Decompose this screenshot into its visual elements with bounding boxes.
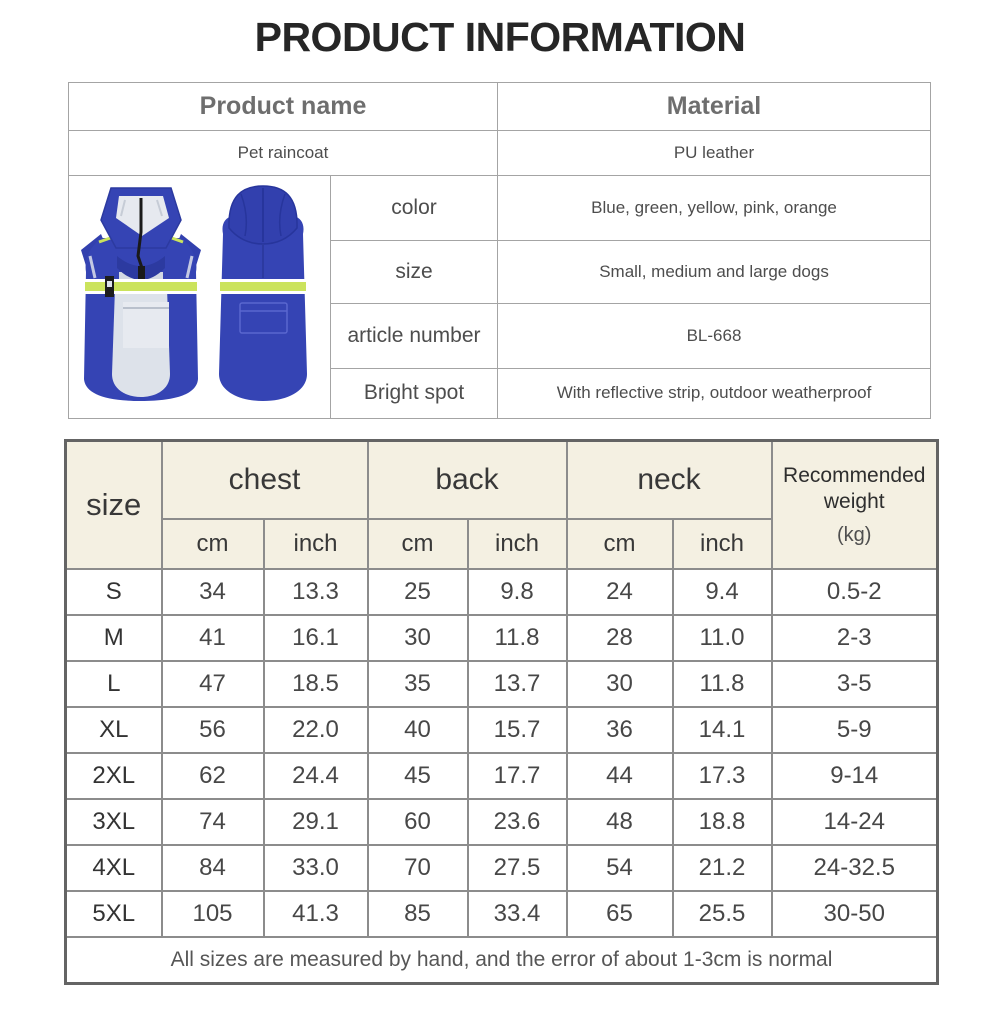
chest-cm-header-cell: cm <box>162 519 264 569</box>
info-header-row <box>69 83 931 131</box>
neck-cm-cell: 48 <box>567 799 673 845</box>
size-chart-row-m <box>66 615 938 661</box>
back-cm-cell: 45 <box>368 753 468 799</box>
weight-cell: 9-14 <box>772 753 938 799</box>
neck-cm-header-cell: cm <box>567 519 673 569</box>
page-title: PRODUCT INFORMATION <box>254 14 746 60</box>
neck-cm-cell: 54 <box>567 845 673 891</box>
weight-unit-label: (kg) <box>837 523 872 546</box>
back-inch-cell: 17.7 <box>468 753 567 799</box>
back-cm-cell: 35 <box>368 661 468 707</box>
row-size-label: M <box>66 615 162 661</box>
row-size-label: 2XL <box>66 753 162 799</box>
weight-cell: 30-50 <box>772 891 938 937</box>
neck-cm-cell: 24 <box>567 569 673 615</box>
back-cm-cell: 85 <box>368 891 468 937</box>
neck-cm-cell: 28 <box>567 615 673 661</box>
bright-spot-value-cell: With reflective strip, outdoor weatherproof <box>498 368 931 418</box>
back-inch-cell: 27.5 <box>468 845 567 891</box>
size-chart-row-2xl <box>66 753 938 799</box>
neck-inch-cell: 17.3 <box>673 753 772 799</box>
product-name-value-cell: Pet raincoat <box>69 131 498 176</box>
neck-cm-cell: 44 <box>567 753 673 799</box>
neck-inch-header-cell: inch <box>673 519 772 569</box>
back-cm-cell: 25 <box>368 569 468 615</box>
chest-inch-cell: 22.0 <box>264 707 368 753</box>
neck-cm-cell: 65 <box>567 891 673 937</box>
row-size-label: XL <box>66 707 162 753</box>
color-label-cell: color <box>331 176 498 241</box>
neck-inch-cell: 18.8 <box>673 799 772 845</box>
weight-cell: 2-3 <box>772 615 938 661</box>
neck-inch-cell: 25.5 <box>673 891 772 937</box>
weight-cell: 14-24 <box>772 799 938 845</box>
weight-cell: 24-32.5 <box>772 845 938 891</box>
back-inch-cell: 9.8 <box>468 569 567 615</box>
product-image-cell <box>69 176 331 419</box>
size-chart-row-3xl <box>66 799 938 845</box>
row-size-label: 3XL <box>66 799 162 845</box>
article-number-value-cell: BL-668 <box>498 304 931 369</box>
chest-cm-cell: 84 <box>162 845 264 891</box>
chest-cm-cell: 56 <box>162 707 264 753</box>
size-chart-row-5xl <box>66 891 938 937</box>
back-inch-cell: 13.7 <box>468 661 567 707</box>
back-cm-header-cell: cm <box>368 519 468 569</box>
product-info-table <box>68 82 931 419</box>
back-inch-header-cell: inch <box>468 519 567 569</box>
weight-header-label: Recommended weight <box>783 464 926 514</box>
measurement-note-cell: All sizes are measured by hand, and the error of about 1-3cm is normal <box>66 937 938 984</box>
weight-header-cell <box>772 441 938 569</box>
back-cm-cell: 60 <box>368 799 468 845</box>
raincoat-front-view <box>81 188 201 401</box>
row-size-label: 5XL <box>66 891 162 937</box>
weight-cell: 3-5 <box>772 661 938 707</box>
chest-cm-cell: 105 <box>162 891 264 937</box>
size-label-cell: size <box>331 240 498 304</box>
size-header-cell: size <box>66 441 162 569</box>
chest-inch-cell: 24.4 <box>264 753 368 799</box>
size-chart-header-row <box>66 441 938 519</box>
back-header-cell: back <box>368 441 567 519</box>
color-value-cell: Blue, green, yellow, pink, orange <box>498 176 931 241</box>
neck-inch-cell: 9.4 <box>673 569 772 615</box>
chest-inch-cell: 33.0 <box>264 845 368 891</box>
chest-cm-cell: 74 <box>162 799 264 845</box>
back-cm-cell: 30 <box>368 615 468 661</box>
chest-cm-cell: 47 <box>162 661 264 707</box>
neck-inch-cell: 11.8 <box>673 661 772 707</box>
row-size-label: 4XL <box>66 845 162 891</box>
chest-inch-header-cell: inch <box>264 519 368 569</box>
row-size-label: S <box>66 569 162 615</box>
back-cm-cell: 40 <box>368 707 468 753</box>
neck-cm-cell: 36 <box>567 707 673 753</box>
size-chart-note-row <box>66 937 938 984</box>
weight-cell: 5-9 <box>772 707 938 753</box>
size-chart-row-s <box>66 569 938 615</box>
material-header-cell: Material <box>498 83 931 131</box>
chest-header-cell: chest <box>162 441 368 519</box>
size-chart-table <box>64 439 939 985</box>
chest-inch-cell: 16.1 <box>264 615 368 661</box>
row-size-label: L <box>66 661 162 707</box>
chest-cm-cell: 41 <box>162 615 264 661</box>
chest-cm-cell: 34 <box>162 569 264 615</box>
article-number-label-cell: article number <box>331 304 498 369</box>
back-inch-cell: 33.4 <box>468 891 567 937</box>
neck-header-cell: neck <box>567 441 772 519</box>
weight-cell: 0.5-2 <box>772 569 938 615</box>
chest-inch-cell: 29.1 <box>264 799 368 845</box>
back-inch-cell: 15.7 <box>468 707 567 753</box>
neck-inch-cell: 21.2 <box>673 845 772 891</box>
raincoat-back-view <box>219 186 307 401</box>
size-chart-row-l <box>66 661 938 707</box>
size-chart-row-4xl <box>66 845 938 891</box>
chest-inch-cell: 41.3 <box>264 891 368 937</box>
bright-spot-label-cell: Bright spot <box>331 368 498 418</box>
chest-inch-cell: 13.3 <box>264 569 368 615</box>
back-inch-cell: 11.8 <box>468 615 567 661</box>
back-inch-cell: 23.6 <box>468 799 567 845</box>
neck-cm-cell: 30 <box>567 661 673 707</box>
info-row-color <box>69 176 931 241</box>
size-chart-row-xl <box>66 707 938 753</box>
back-cm-cell: 70 <box>368 845 468 891</box>
material-value-cell: PU leather <box>498 131 931 176</box>
neck-inch-cell: 14.1 <box>673 707 772 753</box>
product-name-header-cell: Product name <box>69 83 498 131</box>
info-value-row <box>69 131 931 176</box>
chest-inch-cell: 18.5 <box>264 661 368 707</box>
size-value-cell: Small, medium and large dogs <box>498 240 931 304</box>
neck-inch-cell: 11.0 <box>673 615 772 661</box>
product-image <box>69 176 331 413</box>
chest-cm-cell: 62 <box>162 753 264 799</box>
